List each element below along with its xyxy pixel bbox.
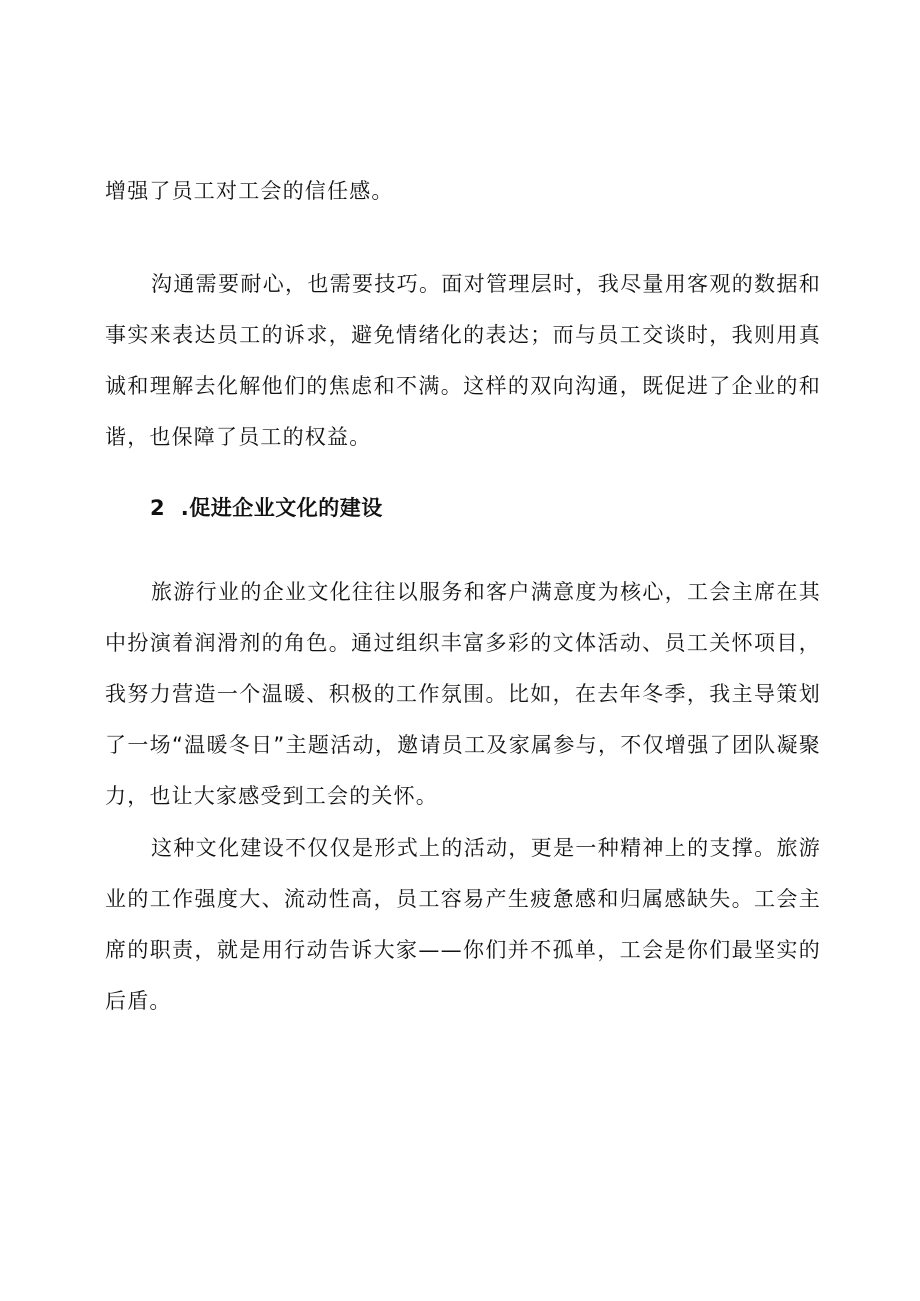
paragraph-continued: 增强了员工对工会的信任感。 xyxy=(105,179,394,203)
section-heading xyxy=(150,488,383,528)
paragraph-communication: 沟通需要耐心，也需要技巧。面对管理层时，我尽量用客观的数据和事实来表达员工的诉求，避免情绪化的表达；而与员工交谈时，我则用真诚和理解去化解他们的焦虑和不满。这样的双向沟通，既促进了企业的和谐，也保障了员工的权益。 xyxy=(105,272,821,449)
paragraph-culture: 旅游行业的企业文化往往以服务和客户满意度为核心，工会主席在其中扮演着润滑剂的角色。通过组织丰富多彩的文体活动、员工关怀项目，我努力营造一个温暖、积极的工作氛围。比如，在去年冬季，我主导策划了一场“温暖冬日”主题活动，邀请员工及家属参与，不仅增强了团队凝聚力，也让大家感受到工会的关怀。 xyxy=(105,580,821,808)
section-title: .促进企业文化的建设 xyxy=(180,496,383,520)
paragraph-support: 这种文化建设不仅仅是形式上的活动，更是一种精神上的支撑。旅游业的工作强度大、流动性高，员工容易产生疲惫感和归属感缺失。工会主席的职责，就是用行动告诉大家——你们并不孤单，工会是你们最坚实的后盾。 xyxy=(105,836,821,1013)
section-number: 2 xyxy=(150,496,166,520)
